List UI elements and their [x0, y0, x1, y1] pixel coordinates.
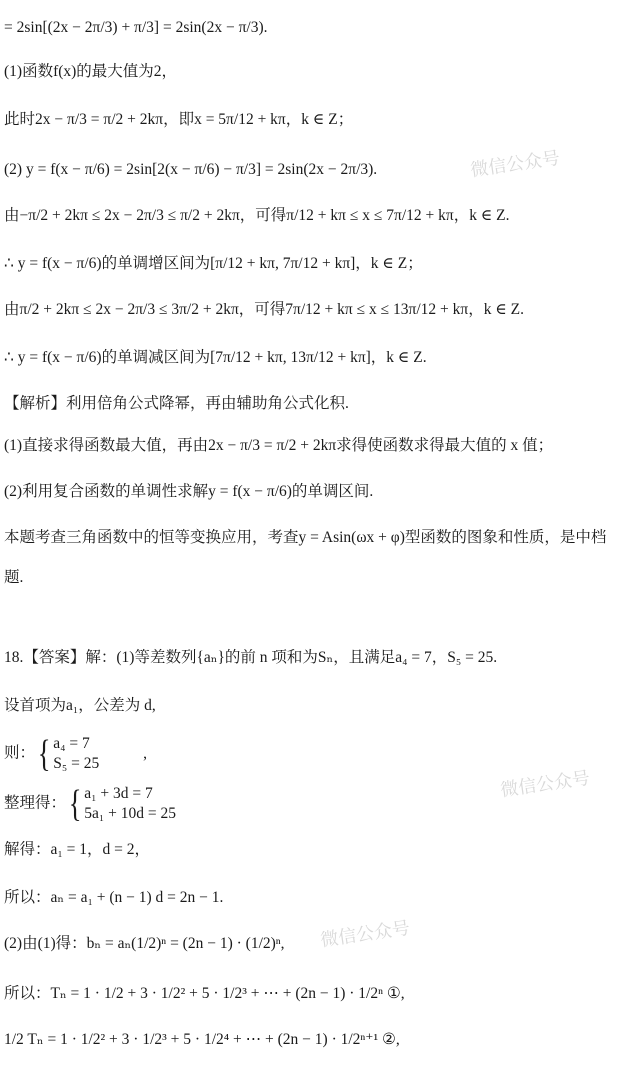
text-line-4: (2) y = f(x − π/6) = 2sin[2(x − π/6) − π/3] = 2sin(2x − 2π/3). — [4, 161, 378, 178]
watermark-2: 微信公众号 — [499, 767, 592, 801]
text-line-13: 题. — [4, 569, 24, 586]
text-line-16: 解得：a₁ = 1，d = 2， — [4, 841, 151, 858]
text-line-17: 所以：aₙ = a₁ + (n − 1) d = 2n − 1. — [4, 889, 224, 906]
text-line-12: 本题考查三角函数中的恒等变换应用，考查y = Asin(ωx + φ)型函数的图象和性质，是中档 — [4, 529, 607, 546]
text-line-18: (2)由(1)得：bₙ = aₙ(1/2)ⁿ = (2n − 1) · (1/2)ⁿ, — [4, 935, 285, 952]
text-line-11: (2)利用复合函数的单调性求解y = f(x − π/6)的单调区间. — [4, 483, 374, 500]
text-line-8: ∴ y = f(x − π/6)的单调减区间为[7π/12 + kπ, 13π/12 + kπ]，k ∈ Z. — [4, 349, 427, 366]
system1-eq2: S₅ = 25 — [53, 755, 100, 773]
brace-icon: { — [37, 733, 51, 776]
text-line-15: 设首项为a₁，公差为 d, — [4, 697, 156, 714]
brace-icon: { — [68, 783, 82, 826]
watermark-1: 微信公众号 — [469, 147, 562, 181]
text-line-5: 由−π/2 + 2kπ ≤ 2x − 2π/3 ≤ π/2 + 2kπ，可得π/12 + kπ ≤ x ≤ 7π/12 + kπ，k ∈ Z. — [4, 207, 510, 224]
watermark-3: 微信公众号 — [319, 917, 412, 951]
equation-system-1 — [4, 734, 634, 774]
text-line-6: ∴ y = f(x − π/6)的单调增区间为[π/12 + kπ, 7π/12 + kπ]，k ∈ Z； — [4, 255, 423, 272]
text-line-20: 1/2 Tₙ = 1 · 1/2² + 3 · 1/2³ + 5 · 1/2⁴ + ⋯ + (2n − 1) · 1/2ⁿ⁺¹ ②, — [4, 1031, 400, 1048]
text-line-3: 此时2x − π/3 = π/2 + 2kπ，即x = 5π/12 + kπ，k ∈ Z； — [4, 111, 354, 128]
system1-suffix: , — [143, 744, 148, 762]
system2-block — [66, 784, 176, 824]
system1-equations — [53, 734, 99, 774]
text-line-7: 由π/2 + 2kπ ≤ 2x − 2π/3 ≤ 3π/2 + 2kπ，可得7π/12 + kπ ≤ x ≤ 13π/12 + kπ，k ∈ Z. — [4, 301, 525, 318]
system1-eq1: a₄ = 7 — [53, 735, 90, 752]
system2-eq2: 5a₁ + 10d = 25 — [84, 805, 177, 823]
system1-prefix: 则： — [4, 744, 36, 762]
text-line-1: = 2sin[(2x − 2π/3) + π/3] = 2sin(2x − π/3). — [4, 19, 268, 36]
text-line-2: (1)函数f(x)的最大值为2， — [4, 63, 178, 80]
system2-prefix: 整理得： — [4, 794, 67, 812]
system2-eq1: a₁ + 3d = 7 — [84, 785, 153, 802]
text-line-10: (1)直接求得函数最大值，再由2x − π/3 = π/2 + 2kπ求得使函数求得最大值的 x 值； — [4, 437, 554, 454]
system2-equations — [84, 784, 176, 824]
answer-heading-line: 18.【答案】解：(1)等差数列{aₙ}的前 n 项和为Sₙ，且满足a₄ = 7，S₅ = 25. — [4, 649, 498, 666]
text-line-19: 所以：Tₙ = 1 · 1/2 + 3 · 1/2² + 5 · 1/2³ + ⋯ + (2n − 1) · 1/2ⁿ ①, — [4, 985, 405, 1002]
analysis-heading-line: 【解析】利用倍角公式降幂，再由辅助角公式化积. — [4, 395, 349, 412]
system1-block — [35, 734, 99, 774]
